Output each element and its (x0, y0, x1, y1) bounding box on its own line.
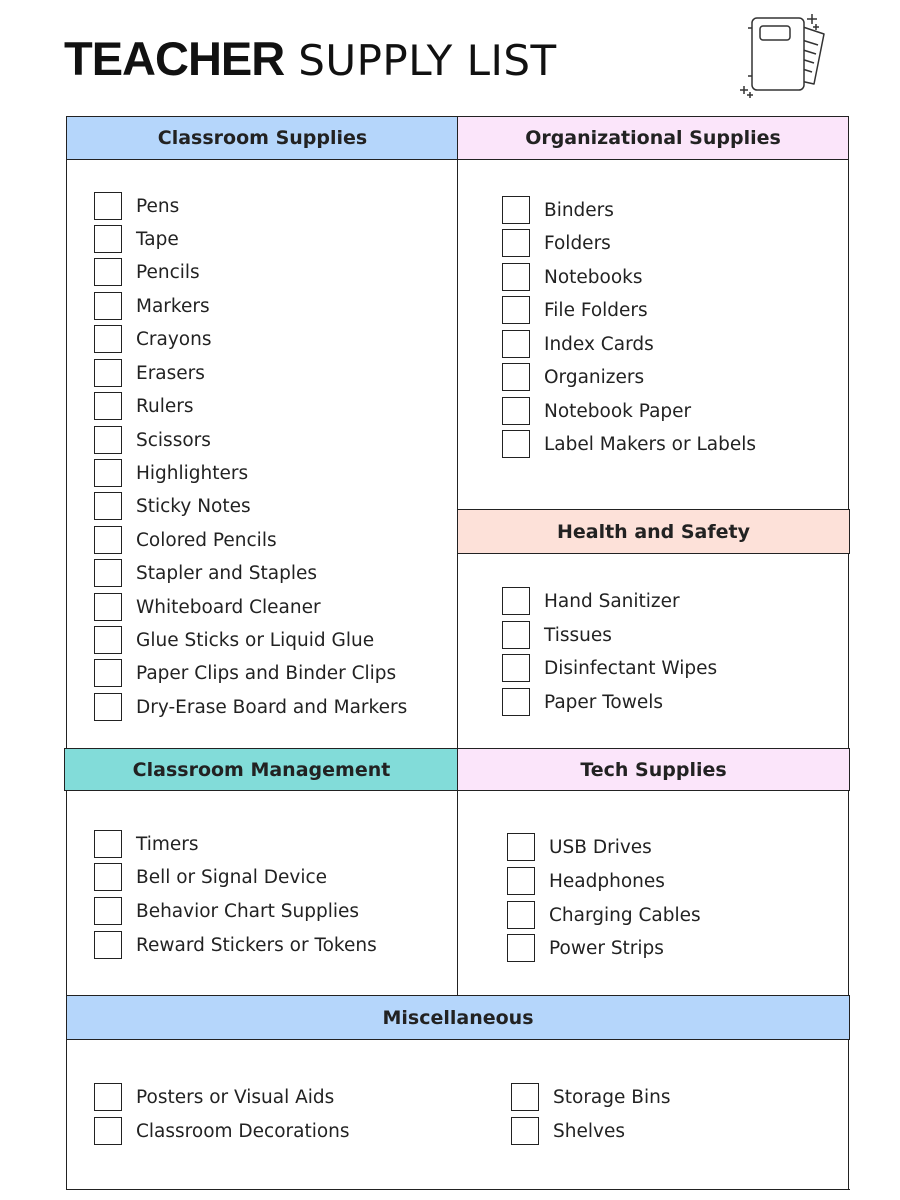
item-label: Label Makers or Labels (544, 433, 757, 455)
item-label: Bell or Signal Device (136, 866, 328, 888)
checkbox[interactable] (94, 526, 122, 554)
item-label: File Folders (544, 299, 648, 321)
title-bold-part: TEACHER (64, 32, 285, 85)
checkbox[interactable] (511, 1083, 539, 1111)
checkbox[interactable] (502, 688, 530, 716)
checkbox[interactable] (94, 392, 122, 420)
checkbox[interactable] (94, 492, 122, 520)
checkbox[interactable] (94, 659, 122, 687)
item-label: USB Drives (549, 836, 652, 858)
list-item (94, 257, 200, 287)
checkbox[interactable] (502, 263, 530, 291)
item-label: Headphones (549, 870, 665, 892)
item-label: Paper Towels (544, 691, 664, 713)
checkbox[interactable] (507, 867, 535, 895)
checkbox[interactable] (94, 225, 122, 253)
list-item (511, 1082, 670, 1112)
list-item (507, 933, 664, 963)
list-item (94, 291, 210, 321)
checkbox[interactable] (94, 559, 122, 587)
list-item (502, 687, 663, 717)
list-item (502, 195, 614, 225)
list-item (94, 692, 407, 722)
list-item (507, 866, 665, 896)
checkbox[interactable] (502, 229, 530, 257)
checkbox[interactable] (502, 587, 530, 615)
list-item (94, 425, 211, 455)
list-item (502, 620, 612, 650)
item-label: Posters or Visual Aids (136, 1086, 335, 1108)
checkbox[interactable] (94, 426, 122, 454)
list-item (502, 653, 717, 683)
header-organizational-supplies: Organizational Supplies (457, 116, 849, 160)
item-label: Tape (136, 228, 179, 250)
list-item (94, 224, 179, 254)
list-item (94, 592, 321, 622)
checkbox[interactable] (94, 863, 122, 891)
checkbox[interactable] (94, 897, 122, 925)
checkbox[interactable] (502, 363, 530, 391)
checkbox[interactable] (94, 459, 122, 487)
list-item (502, 396, 691, 426)
page-title (64, 30, 557, 90)
column-divider-top (457, 116, 458, 748)
item-label: Dry-Erase Board and Markers (136, 696, 408, 718)
item-label: Binders (544, 199, 614, 221)
item-label: Markers (136, 295, 210, 317)
list-item (502, 429, 756, 459)
header-tech-supplies: Tech Supplies (457, 748, 850, 791)
list-item (94, 625, 374, 655)
list-item (94, 358, 205, 388)
item-label: Notebook Paper (544, 400, 692, 422)
item-label: Crayons (136, 328, 212, 350)
item-label: Scissors (136, 429, 211, 451)
item-label: Rulers (136, 395, 194, 417)
item-label: Shelves (553, 1120, 625, 1142)
checkbox[interactable] (502, 296, 530, 324)
item-label: Stapler and Staples (136, 562, 318, 584)
list-item (94, 862, 327, 892)
item-label: Storage Bins (553, 1086, 671, 1108)
list-item (94, 658, 396, 688)
checkbox[interactable] (502, 430, 530, 458)
list-item (94, 930, 377, 960)
list-item (94, 191, 179, 221)
header-miscellaneous: Miscellaneous (66, 995, 850, 1040)
checkbox[interactable] (511, 1117, 539, 1145)
header-classroom-supplies: Classroom Supplies (66, 116, 459, 160)
item-label: Sticky Notes (136, 495, 251, 517)
item-label: Paper Clips and Binder Clips (136, 662, 397, 684)
checkbox[interactable] (94, 192, 122, 220)
header-classroom-management: Classroom Management (64, 748, 459, 791)
item-label: Folders (544, 232, 611, 254)
checkbox[interactable] (94, 258, 122, 286)
item-label: Reward Stickers or Tokens (136, 934, 377, 956)
checkbox[interactable] (94, 292, 122, 320)
checkbox[interactable] (507, 901, 535, 929)
notebook-and-papers-icon (738, 10, 830, 102)
list-item (94, 391, 194, 421)
item-label: Erasers (136, 362, 205, 384)
checkbox[interactable] (502, 654, 530, 682)
item-label: Classroom Decorations (136, 1120, 350, 1142)
item-label: Timers (136, 833, 199, 855)
checkbox[interactable] (502, 621, 530, 649)
list-item (94, 491, 251, 521)
list-item (94, 1116, 350, 1146)
item-label: Whiteboard Cleaner (136, 596, 321, 618)
checkbox[interactable] (502, 397, 530, 425)
item-label: Organizers (544, 366, 645, 388)
item-label: Disinfectant Wipes (544, 657, 718, 679)
title-light-part: SUPPLY LIST (298, 36, 557, 85)
checkbox[interactable] (94, 593, 122, 621)
item-label: Charging Cables (549, 904, 701, 926)
checkbox[interactable] (94, 693, 122, 721)
list-item (502, 228, 611, 258)
item-label: Power Strips (549, 937, 664, 959)
item-label: Notebooks (544, 266, 643, 288)
item-label: Index Cards (544, 333, 654, 355)
list-item (502, 295, 648, 325)
checkbox[interactable] (94, 359, 122, 387)
list-item (502, 329, 654, 359)
checkbox[interactable] (502, 196, 530, 224)
list-item (502, 362, 644, 392)
column-divider-middle (457, 790, 458, 996)
checkbox[interactable] (94, 830, 122, 858)
list-item (94, 324, 212, 354)
item-label: Hand Sanitizer (544, 590, 680, 612)
list-item (94, 829, 199, 859)
list-item (507, 900, 701, 930)
item-label: Pens (136, 195, 180, 217)
item-label: Pencils (136, 261, 200, 283)
checkbox[interactable] (507, 934, 535, 962)
item-label: Behavior Chart Supplies (136, 900, 360, 922)
list-item (94, 558, 317, 588)
list-item (507, 832, 652, 862)
checkbox[interactable] (94, 626, 122, 654)
list-item (94, 458, 248, 488)
item-label: Colored Pencils (136, 529, 277, 551)
checkbox[interactable] (94, 1117, 122, 1145)
list-item (94, 896, 359, 926)
list-item (502, 586, 680, 616)
list-item (511, 1116, 625, 1146)
outer-bottom-border (66, 1189, 850, 1190)
checkbox[interactable] (502, 330, 530, 358)
list-item (502, 262, 643, 292)
checkbox[interactable] (94, 1083, 122, 1111)
checkbox[interactable] (94, 325, 122, 353)
list-item (94, 525, 277, 555)
header-health-and-safety: Health and Safety (457, 509, 850, 554)
item-label: Tissues (544, 624, 612, 646)
item-label: Highlighters (136, 462, 249, 484)
list-item (94, 1082, 334, 1112)
checkbox[interactable] (507, 833, 535, 861)
item-label: Glue Sticks or Liquid Glue (136, 629, 375, 651)
checkbox[interactable] (94, 931, 122, 959)
